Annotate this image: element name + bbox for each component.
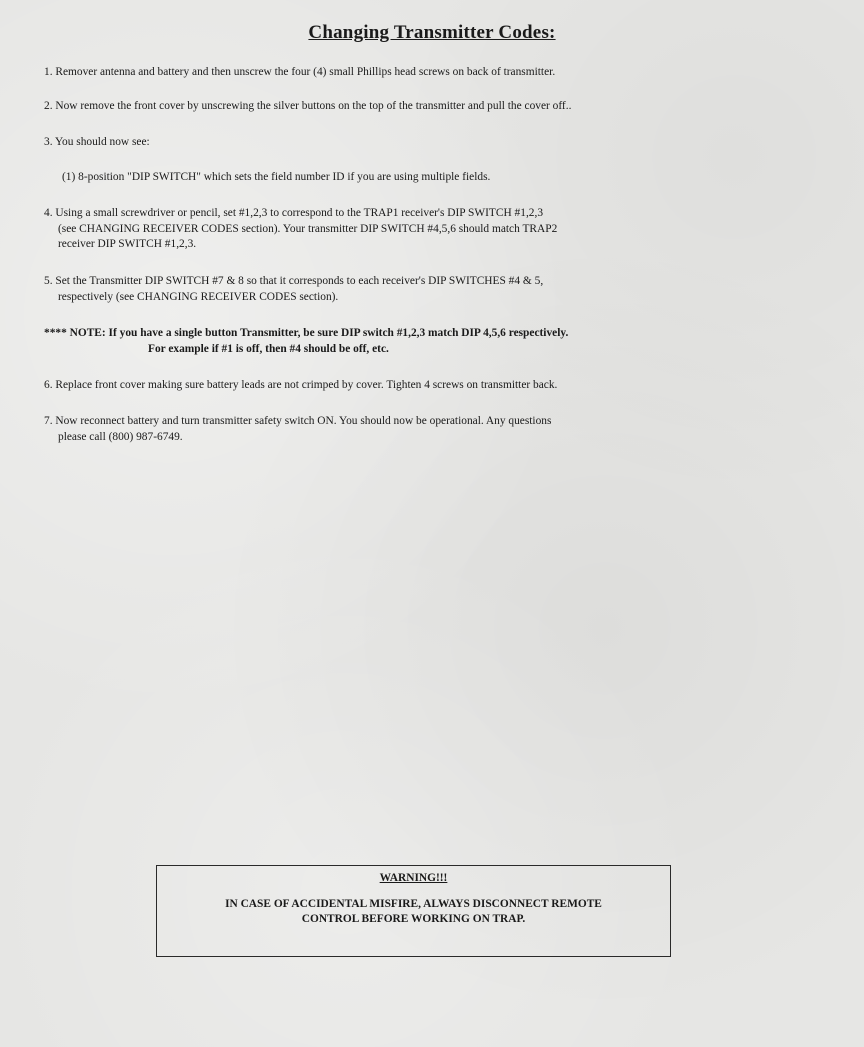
step-2 [44, 99, 764, 115]
step-5-line-2: respectively (see CHANGING RECEIVER CODES section). [58, 290, 339, 303]
warning-box [156, 865, 671, 957]
step-7 [44, 414, 764, 445]
page-title: Changing Transmitter Codes: [308, 22, 556, 43]
step-6 [44, 378, 764, 394]
warning-title: WARNING!!! [379, 872, 448, 884]
step-5 [44, 274, 764, 305]
warning-text [157, 897, 670, 927]
note-line-1: **** NOTE: If you have a single button Transmitter, be sure DIP switch #1,2,3 match DIP 4,5,6 respectively. [44, 327, 569, 339]
note-line-2: For example if #1 is off, then #4 should be off, etc. [148, 342, 389, 355]
step-4-line-1: 4. Using a small screwdriver or pencil, set #1,2,3 to correspond to the TRAP1 receiver's DIP SWITCH #1,2,3 [44, 207, 544, 219]
step-3-line-1: 3. You should now see: [44, 136, 150, 148]
step-4 [44, 206, 764, 253]
step-4-line-3: receiver DIP SWITCH #1,2,3. [58, 238, 197, 250]
warning-line-1: IN CASE OF ACCIDENTAL MISFIRE, ALWAYS DISCONNECT REMOTE [225, 898, 602, 910]
step-3-detail [62, 170, 782, 186]
step-6-line-1: 6. Replace front cover making sure battery leads are not crimped by cover. Tighten 4 screws on transmitter back. [44, 379, 558, 391]
warning-line-2: CONTROL BEFORE WORKING ON TRAP. [301, 913, 526, 925]
step-3-detail-line-1: (1) 8-position "DIP SWITCH" which sets the field number ID if you are using multiple fields. [62, 171, 491, 183]
step-7-line-1: 7. Now reconnect battery and turn transmitter safety switch ON. You should now be operational. Any questions [44, 415, 552, 427]
step-2-line-1: 2. Now remove the front cover by unscrewing the silver buttons on the top of the transmitter and pull the cover off.. [44, 100, 572, 112]
step-4-line-2: (see CHANGING RECEIVER CODES section). Your transmitter DIP SWITCH #4,5,6 should match TRAP2 [58, 222, 558, 235]
step-3 [44, 135, 764, 151]
step-1 [44, 65, 764, 81]
note [44, 326, 764, 357]
step-7-line-2: please call (800) 987-6749. [58, 430, 183, 443]
step-1-line-1: 1. Remover antenna and battery and then unscrew the four (4) small Phillips head screws on back of transmitter. [44, 66, 556, 78]
step-5-line-1: 5. Set the Transmitter DIP SWITCH #7 & 8 so that it corresponds to each receiver's DIP SWITCHES #4 & 5, [44, 275, 544, 287]
